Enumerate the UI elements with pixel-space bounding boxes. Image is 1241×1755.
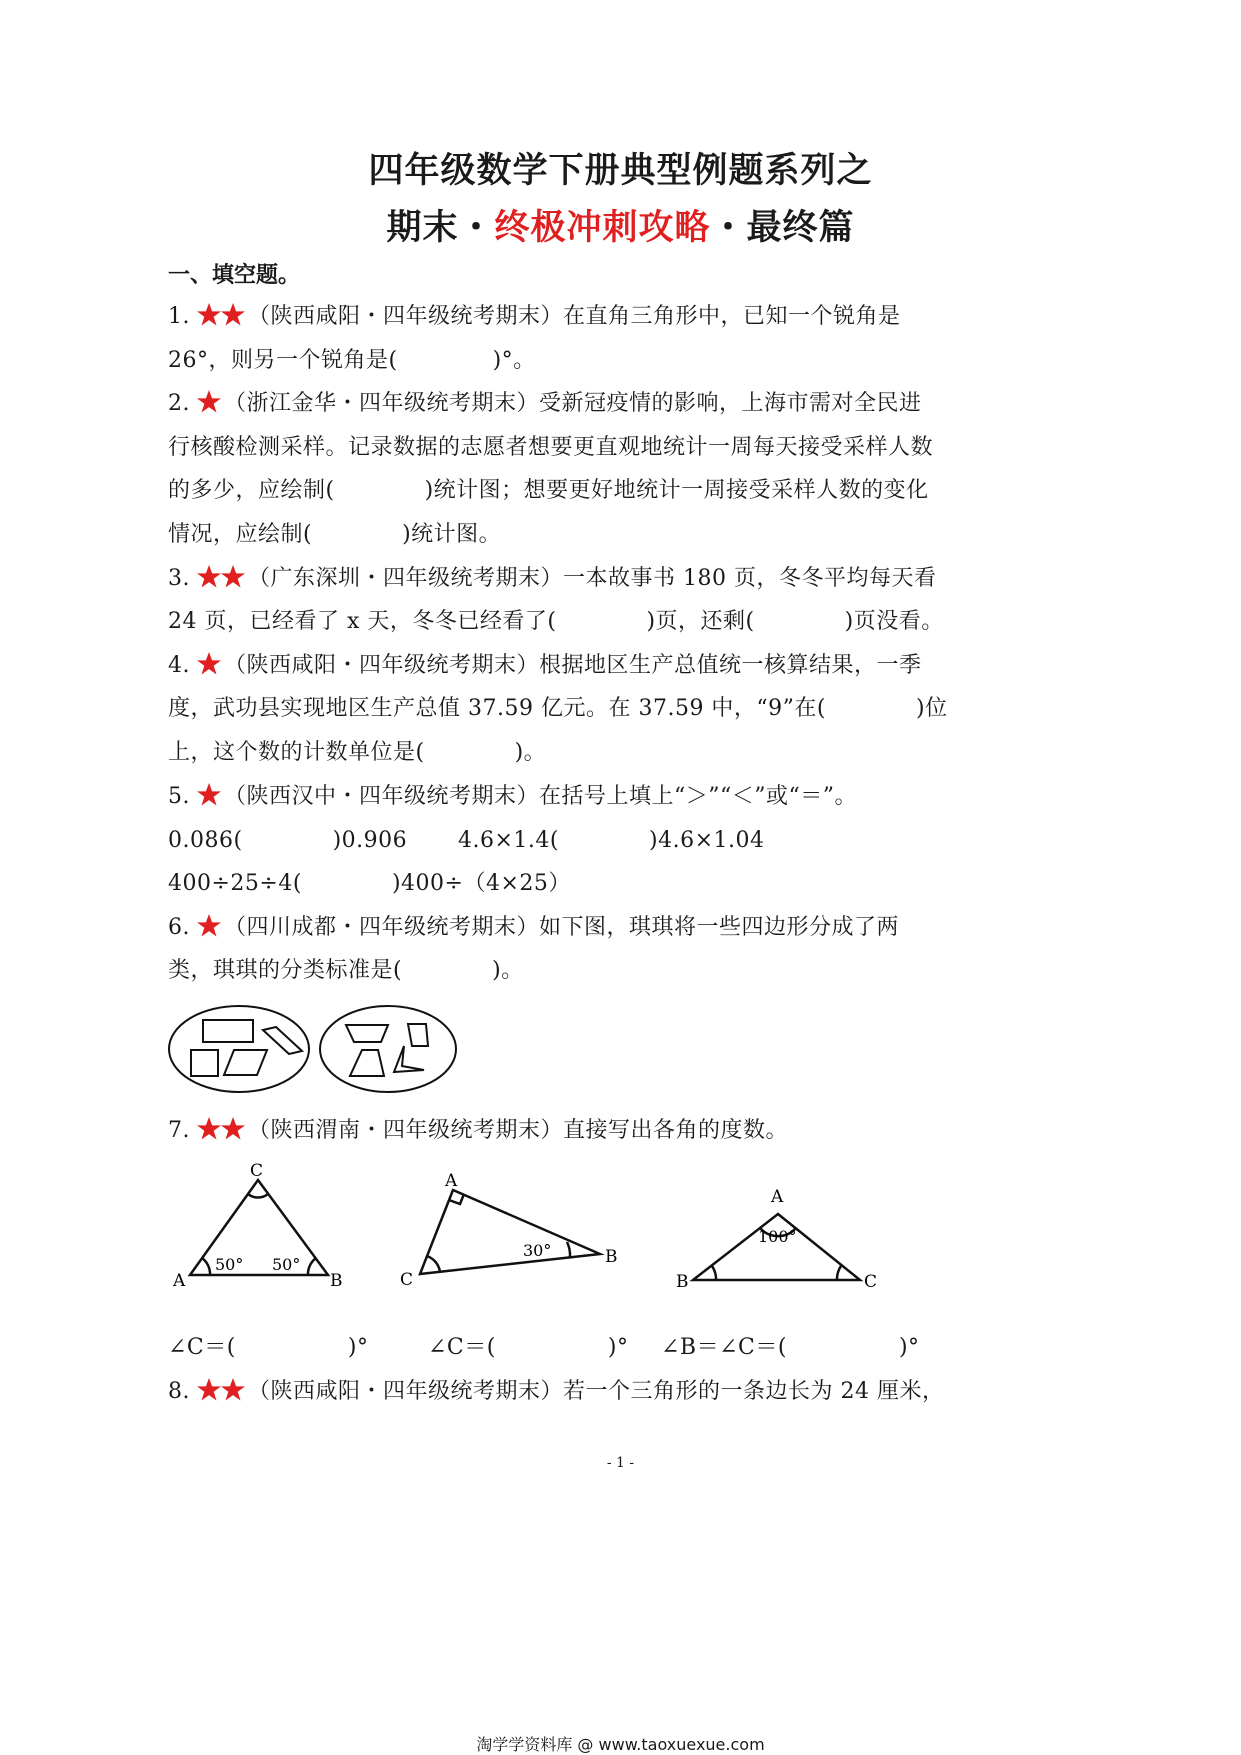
angle-label-a: 100° [758,1227,797,1246]
difficulty-stars [196,1116,244,1150]
star-icon [220,1377,246,1402]
page-number: - 1 - [606,1455,635,1471]
q3-line-1 [168,564,937,598]
vertex-label-c: C [250,1161,264,1181]
q8-text: 若一个三角形的一条边长为 24 厘米， [563,1379,945,1404]
q7-answer-3a: ∠B＝∠C＝( [661,1335,787,1360]
triangle-1-figure [170,1160,355,1295]
q5-expr-2b: )4.6×1.04 [649,828,765,853]
star-icon [196,651,222,676]
q7-answer-1b: )° [347,1335,369,1360]
q4-text: 根据地区生产总值统一核算结果，一季 [539,653,922,678]
star-icon [196,913,222,938]
angle-label-b: 50° [272,1255,301,1274]
triangle-2 [420,1190,600,1274]
q5-expr-3 [168,869,571,899]
q8-source: （陕西咸阳・四年级统考期末） [248,1379,564,1404]
q2-line-2: 行核酸检测采样。记录数据的志愿者想要更直观地统计一周每天接受采样人数 [168,435,934,460]
q4-line-2 [168,694,948,724]
q5-text: 在括号上填上“＞”“＜”或“＝”。 [539,784,857,809]
triangle-2-figure [395,1170,635,1295]
title-part-right: ・最终篇 [710,208,855,248]
q4-text-3b: )。 [514,740,547,765]
shape-parallelogram [224,1050,267,1075]
q1-line-2 [168,346,536,376]
q5-expr-2 [458,826,765,856]
q3-text-2a: 24 页，已经看了 x 天，冬冬已经看了( [168,609,557,634]
q4-line-1 [168,651,922,685]
q5-expr-1 [168,826,407,856]
angle-arc-c [248,1194,268,1198]
difficulty-stars [196,1377,244,1411]
q3-text-2c: )页没看。 [844,609,944,634]
q6-text-2b: )。 [492,958,524,983]
q8-number: 8. [168,1379,190,1404]
q3-text: 一本故事书 180 页，冬冬平均每天看 [563,566,937,591]
star-icon [220,1116,246,1141]
q4-number: 4. [168,653,190,678]
q2-source: （浙江金华・四年级统考期末） [224,391,540,416]
angle-label-a: 50° [215,1255,244,1274]
difficulty-stars [196,564,244,598]
q3-line-2 [168,607,944,637]
difficulty-stars [196,389,220,423]
q4-text-3a: 上，这个数的计数单位是( [168,740,425,765]
footer-watermark: 淘学学资料库 @ www.taoxuexue.com [476,1735,765,1754]
q4-source: （陕西咸阳・四年级统考期末） [224,653,540,678]
q3-number: 3. [168,566,190,591]
angle-arc-b [308,1258,316,1275]
vertex-label-a: A [445,1171,458,1191]
q7-answer-1 [168,1333,368,1363]
q5-line-1 [168,782,857,816]
vertex-label-a: A [173,1271,186,1291]
q7-text: 直接写出各角的度数。 [563,1118,789,1143]
star-icon [220,564,246,589]
q1-text-2a: 26°，则另一个锐角是( [168,348,398,373]
vertex-label-c: C [400,1270,414,1290]
vertex-label-b: B [676,1272,689,1292]
q1-line-1 [168,302,901,336]
q7-answer-1a: ∠C＝( [168,1335,236,1360]
q5-expr-1a: 0.086( [168,828,243,853]
shape-trapezoid [346,1025,388,1042]
q3-text-2b: )页，还剩( [646,609,755,634]
title-line-1: 四年级数学下册典型例题系列之 [368,151,873,191]
shape-irregular-quad [408,1024,428,1046]
triangle-3-figure [668,1180,888,1295]
shape-rectangle [203,1020,253,1042]
angle-arc-c [427,1256,440,1272]
q4-line-3 [168,738,546,768]
shape-concave-quad [394,1046,424,1072]
q4-text-2b: )位 [916,696,948,721]
vertex-label-c: C [864,1272,878,1292]
q7-number: 7. [168,1118,190,1143]
q2-text-4a: 情况，应绘制( [168,522,313,547]
q5-expr-1b: )0.906 [332,828,408,853]
q2-text-4b: )统计图。 [402,522,502,547]
section-heading-fill-blank: 一、填空题。 [168,263,301,288]
q3-source: （广东深圳・四年级统考期末） [248,566,564,591]
q6-number: 6. [168,915,190,940]
star-icon [196,302,222,327]
q7-line-1 [168,1116,788,1150]
q1-number: 1. [168,304,190,329]
star-icon [196,1116,222,1141]
q2-number: 2. [168,391,190,416]
shape-square [191,1050,218,1076]
q2-text-3b: )统计图；想要更好地统计一周接受采样人数的变化 [424,478,929,503]
q7-answer-2 [428,1333,628,1363]
q2-line-3 [168,476,929,506]
shape-trapezoid-2 [350,1050,384,1076]
star-icon [220,302,246,327]
q6-line-2 [168,956,524,986]
q1-text: 在直角三角形中，已知一个锐角是 [563,304,901,329]
vertex-label-b: B [605,1247,618,1267]
quadrilateral-classification-figure [166,1000,466,1100]
q7-source: （陕西渭南・四年级统考期末） [248,1118,564,1143]
q7-answer-3 [661,1333,920,1363]
shape-slanted-rectangle [263,1027,302,1054]
difficulty-stars [196,913,220,947]
q7-answer-2b: )° [607,1335,629,1360]
star-icon [196,1377,222,1402]
q8-line-1 [168,1377,945,1411]
q4-text-2a: 度，武功县实现地区生产总值 37.59 亿元。在 37.59 中，“9”在( [168,696,827,721]
q6-line-1 [168,913,899,947]
q5-number: 5. [168,784,190,809]
title-part-left: 期末・ [386,208,495,248]
q2-line-1 [168,389,922,423]
title-line-2 [0,200,1241,250]
triangle-3 [693,1214,860,1280]
star-icon [196,389,222,414]
title-part-red: 终极冲刺攻略 [494,208,711,248]
q1-text-2b: )°。 [492,348,536,373]
angle-arc-b [567,1242,570,1257]
star-icon [196,782,222,807]
difficulty-stars [196,651,220,685]
angle-label-b: 30° [523,1241,552,1260]
q2-line-4 [168,520,501,550]
q5-source: （陕西汉中・四年级统考期末） [224,784,540,809]
q5-expr-3a: 400÷25÷4( [168,871,302,896]
q7-answer-2a: ∠C＝( [428,1335,496,1360]
vertex-label-a: A [771,1187,784,1207]
q2-text: 受新冠疫情的影响，上海市需对全民进 [539,391,922,416]
angle-arc-c [837,1266,841,1280]
triangle-1 [190,1180,328,1275]
difficulty-stars [196,302,244,336]
angle-arc-b [712,1266,716,1280]
vertex-label-b: B [330,1271,343,1291]
angle-arc-a [202,1258,210,1275]
difficulty-stars [196,782,220,816]
q2-text-3a: 的多少，应绘制( [168,478,335,503]
q5-expr-2a: 4.6×1.4( [458,828,559,853]
q6-text-2a: 类，琪琪的分类标准是( [168,958,403,983]
q1-source: （陕西咸阳・四年级统考期末） [248,304,564,329]
q7-answer-3b: )° [898,1335,920,1360]
star-icon [196,564,222,589]
group-ellipse-right [320,1006,456,1092]
q6-source: （四川成都・四年级统考期末） [224,915,540,940]
q5-expr-3b: )400÷（4×25） [391,871,571,896]
q6-text: 如下图，琪琪将一些四边形分成了两 [539,915,900,940]
